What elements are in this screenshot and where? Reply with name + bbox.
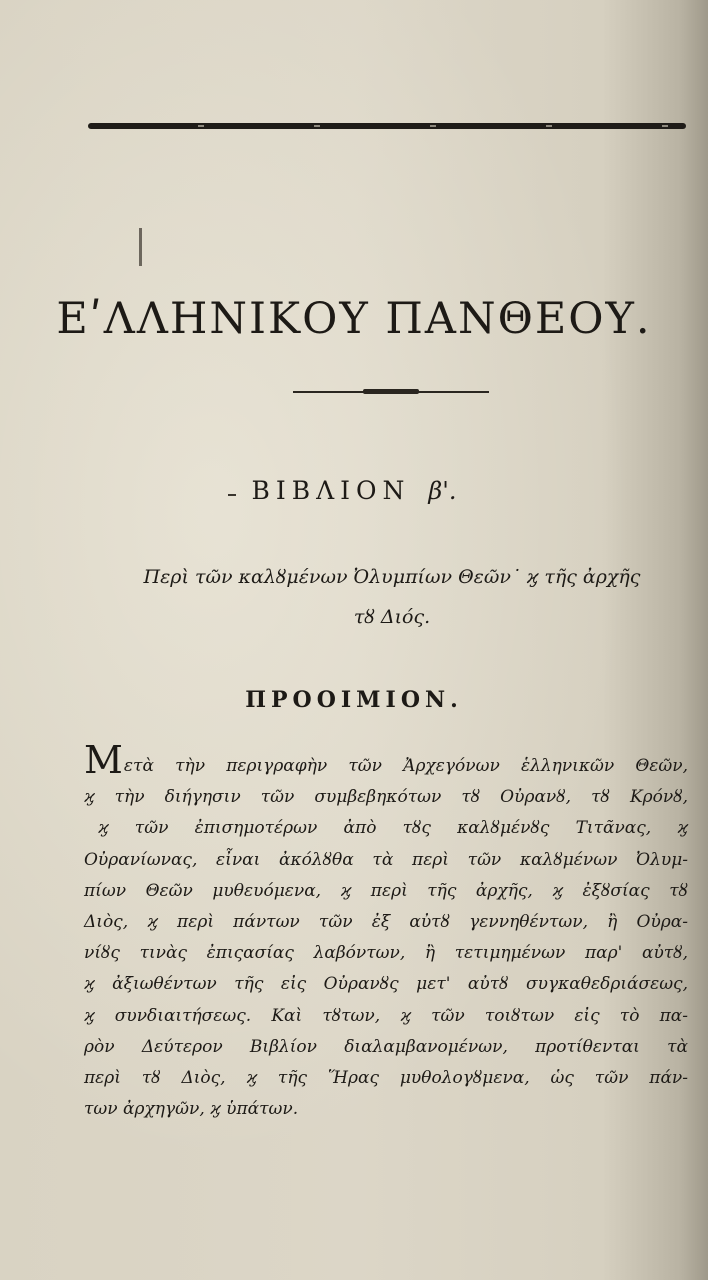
top-ornamental-rule	[88, 123, 686, 129]
body-line: ϗ συνδιαιτήσεως. Καὶ τȣτων, ϗ τῶν τοιȣτων εἰς τὸ πα-	[84, 1005, 688, 1026]
body-line: περὶ τȣ Διὸς, ϗ τῆς Ἥρας μυθολογȣμενα, ὡς τῶν πάν-	[84, 1068, 688, 1089]
body-line: ϗ τῶν ἐπισημοτέρων ἀπὸ τȣς καλȣμένȣς Τιτᾶνας, ϗ	[98, 818, 688, 839]
section-heading: ΠΡΟΟΙΜΙΟΝ.	[245, 687, 463, 713]
book-heading	[0, 476, 708, 505]
body-line: ϗ ἀξιωθέντων τῆς εἰς Οὐρανȣς μετ' αὐτȣ συγκαθεδριάσεως,	[84, 974, 688, 995]
body-line: νίȣς τινὰς ἐπιςασίας λαβόντων, ἢ τετιμημένων παρ' αὐτȣ,	[84, 943, 688, 964]
body-line-text: ετὰ τὴν περιγραφὴν τῶν Ἀρχεγόνων ἑλληνικῶν Θεῶν,	[123, 756, 688, 776]
drop-cap: Μ	[84, 738, 123, 782]
body-line: Οὐρανίωνας, εἶναι ἀκόλȣθα τὰ περὶ τῶν καλȣμένων Ὀλυμ-	[84, 849, 688, 870]
book-subtitle	[86, 557, 698, 637]
body-line: ϗ τὴν διήγησιν τῶν συμβεβηκότων τȣ Οὐρανȣ, τȣ Κρόνȣ,	[84, 787, 688, 808]
margin-mark	[139, 228, 142, 266]
subtitle-line-1: Περὶ τῶν καλȣμένων Ὀλυμπίων Θεῶν˙ ϗ τῆς ἀρχῆς	[143, 566, 641, 588]
body-line	[84, 738, 688, 782]
body-line: πίων Θεῶν μυθευόμενα, ϗ περὶ τῆς ἀρχῆς, ϗ ἐξȣσίας τȣ	[84, 880, 688, 901]
book-label: ΒΙΒΛΙΟΝ	[251, 476, 411, 505]
divider-thick-segment	[363, 389, 419, 394]
body-paragraph	[84, 738, 688, 1125]
page-title: ΕʹΛΛΗΝΙΚΟΥ ΠΑΝΘΕΟΥ.	[56, 294, 652, 344]
body-line: των ἀρχηγῶν, ϗ ὑπάτων.	[84, 1099, 299, 1120]
book-number: β'.	[428, 477, 457, 505]
title-divider-rule	[293, 389, 489, 394]
subtitle-line-2: τȣ Διός.	[353, 606, 431, 628]
body-line: Διὸς, ϗ περὶ πάντων τῶν ἐξ αὐτȣ γεννηθέντων, ἢ Οὐρα-	[84, 912, 688, 933]
body-line: ρὸν Δεύτερον Βιβλίον διαλαμβανομένων, προτίθενται τὰ	[84, 1036, 688, 1057]
